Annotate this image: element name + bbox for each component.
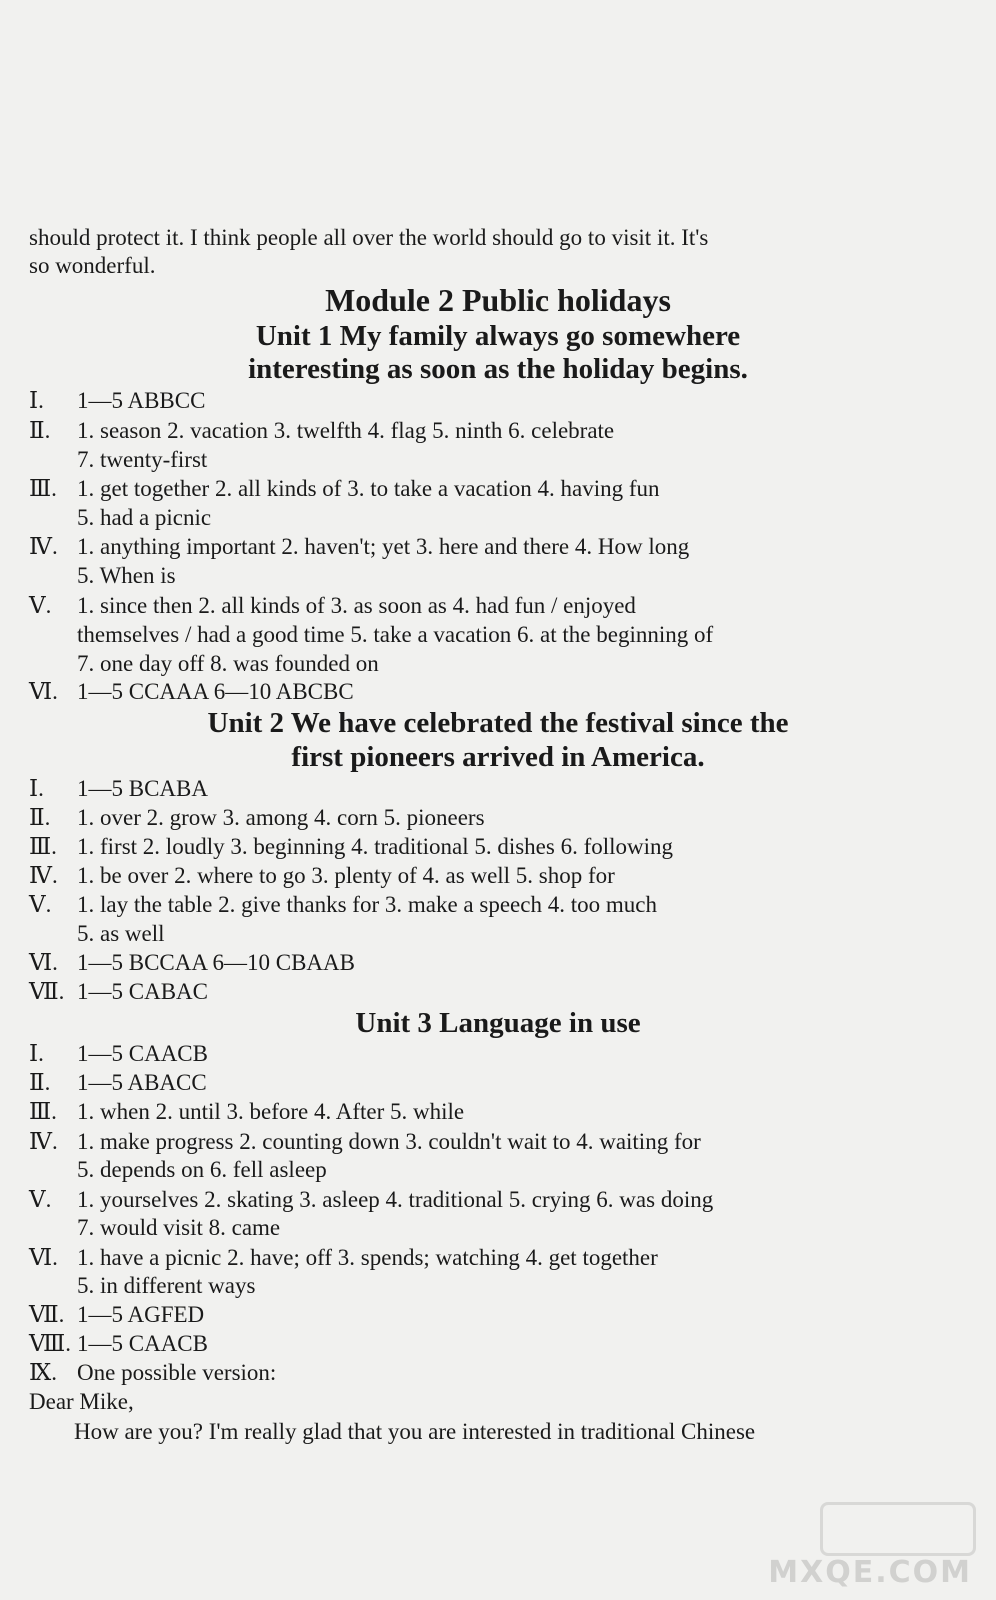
section-answers: 1. get together 2. all kinds of 3. to take a vacation 4. having fun bbox=[77, 476, 660, 501]
intro-line-2: so wonderful. bbox=[29, 253, 156, 278]
section-answers: 1—5 ABACC bbox=[77, 1070, 207, 1095]
section-number: Ⅴ. bbox=[29, 593, 52, 618]
section-answers: 1. over 2. grow 3. among 4. corn 5. pioneers bbox=[77, 805, 485, 830]
section-number: Ⅸ. bbox=[29, 1360, 57, 1385]
section-number: Ⅳ. bbox=[29, 1129, 58, 1154]
unit2-section-2 bbox=[29, 803, 969, 832]
unit2-title-line1: Unit 2 We have celebrated the festival since the bbox=[207, 707, 789, 739]
unit3-section-7 bbox=[29, 1300, 969, 1329]
section-number: Ⅱ. bbox=[29, 418, 51, 443]
unit2-section-5-cont: 5. as well bbox=[77, 921, 165, 946]
unit2-section-4 bbox=[29, 861, 969, 890]
unit2-section-1 bbox=[29, 774, 969, 803]
section-number: Ⅳ. bbox=[29, 863, 58, 888]
section-number: Ⅳ. bbox=[29, 534, 58, 559]
section-answers: 1. have a picnic 2. have; off 3. spends; watching 4. get together bbox=[77, 1245, 658, 1270]
unit3-title: Unit 3 Language in use bbox=[355, 1007, 641, 1039]
section-number: Ⅷ. bbox=[29, 1331, 71, 1356]
watermark-text: MXQE.COM bbox=[768, 1555, 972, 1590]
unit1-section-2 bbox=[29, 416, 969, 445]
section-number: Ⅲ. bbox=[29, 476, 57, 501]
unit1-section-2-cont: 7. twenty-first bbox=[77, 447, 208, 472]
section-answers: 1. when 2. until 3. before 4. After 5. while bbox=[77, 1099, 465, 1124]
section-number: Ⅰ. bbox=[29, 388, 44, 413]
section-answers: 1—5 BCCAA 6—10 CBAAB bbox=[77, 950, 355, 975]
section-answers: 1—5 CAACB bbox=[77, 1331, 208, 1356]
section-answers: 1. anything important 2. haven't; yet 3. here and there 4. How long bbox=[77, 534, 690, 559]
unit2-section-5 bbox=[29, 890, 969, 919]
section-answers: 1. season 2. vacation 3. twelfth 4. flag 5. ninth 6. celebrate bbox=[77, 418, 615, 443]
unit2-section-6 bbox=[29, 948, 969, 977]
section-answers: 1—5 BCABA bbox=[77, 776, 208, 801]
unit3-section-6 bbox=[29, 1243, 969, 1272]
section-number: Ⅱ. bbox=[29, 1070, 51, 1095]
unit3-section-1 bbox=[29, 1039, 969, 1068]
section-answers: One possible version: bbox=[77, 1360, 277, 1385]
section-answers: 1—5 CABAC bbox=[77, 979, 208, 1004]
module-title: Module 2 Public holidays bbox=[325, 282, 671, 318]
section-number: Ⅶ. bbox=[29, 1302, 65, 1327]
unit2-section-7 bbox=[29, 977, 969, 1006]
section-number: Ⅱ. bbox=[29, 805, 51, 830]
section-number: Ⅰ. bbox=[29, 776, 44, 801]
unit1-section-4 bbox=[29, 532, 969, 561]
unit3-section-5 bbox=[29, 1185, 969, 1214]
unit3-section-4 bbox=[29, 1127, 969, 1156]
section-number: Ⅲ. bbox=[29, 1099, 57, 1124]
section-number: Ⅰ. bbox=[29, 1041, 44, 1066]
intro-line-1: should protect it. I think people all over the world should go to visit it. It's bbox=[29, 225, 709, 250]
unit1-section-4-cont: 5. When is bbox=[77, 563, 176, 588]
unit1-section-5 bbox=[29, 591, 969, 620]
section-answers: 1. first 2. loudly 3. beginning 4. traditional 5. dishes 6. following bbox=[77, 834, 674, 859]
unit3-section-2 bbox=[29, 1068, 969, 1097]
unit1-title-line1: Unit 1 My family always go somewhere bbox=[255, 320, 741, 352]
section-answers: 1. be over 2. where to go 3. plenty of 4. as well 5. shop for bbox=[77, 863, 615, 888]
unit3-section-5-cont: 7. would visit 8. came bbox=[77, 1215, 281, 1240]
unit1-section-3-cont: 5. had a picnic bbox=[77, 505, 212, 530]
unit1-section-5-cont2: 7. one day off 8. was founded on bbox=[77, 651, 379, 676]
unit3-section-4-cont: 5. depends on 6. fell asleep bbox=[77, 1157, 327, 1182]
section-answers: 1. make progress 2. counting down 3. couldn't wait to 4. waiting for bbox=[77, 1129, 701, 1154]
section-number: Ⅶ. bbox=[29, 979, 65, 1004]
unit1-section-6 bbox=[29, 677, 969, 706]
unit2-title-line2: first pioneers arrived in America. bbox=[291, 741, 705, 773]
section-number: Ⅲ. bbox=[29, 834, 57, 859]
unit1-section-5-cont: themselves / had a good time 5. take a vacation 6. at the beginning of bbox=[77, 622, 714, 647]
section-answers: 1. lay the table 2. give thanks for 3. make a speech 4. too much bbox=[77, 892, 657, 917]
section-answers: 1—5 AGFED bbox=[77, 1302, 205, 1327]
section-number: Ⅴ. bbox=[29, 1187, 52, 1212]
section-answers: 1—5 CCAAA 6—10 ABCBC bbox=[77, 679, 354, 704]
unit3-section-6-cont: 5. in different ways bbox=[77, 1273, 256, 1298]
unit2-section-3 bbox=[29, 832, 969, 861]
section-answers: 1. yourselves 2. skating 3. asleep 4. traditional 5. crying 6. was doing bbox=[77, 1187, 714, 1212]
unit3-section-9 bbox=[29, 1358, 969, 1387]
letter-first-line: How are you? I'm really glad that you are interested in traditional Chinese bbox=[74, 1419, 756, 1444]
section-answers: 1—5 ABBCC bbox=[77, 388, 206, 413]
unit1-section-3 bbox=[29, 474, 969, 503]
section-number: Ⅵ. bbox=[29, 1245, 58, 1270]
watermark-logo-box bbox=[820, 1502, 976, 1556]
unit3-section-8 bbox=[29, 1329, 969, 1358]
section-number: Ⅵ. bbox=[29, 679, 58, 704]
letter-salutation: Dear Mike, bbox=[29, 1389, 134, 1414]
section-number: Ⅵ. bbox=[29, 950, 58, 975]
unit1-title-line2: interesting as soon as the holiday begins. bbox=[248, 353, 748, 385]
section-answers: 1—5 CAACB bbox=[77, 1041, 208, 1066]
unit1-section-1 bbox=[29, 386, 969, 415]
unit3-section-3 bbox=[29, 1097, 969, 1126]
section-answers: 1. since then 2. all kinds of 3. as soon as 4. had fun / enjoyed bbox=[77, 593, 636, 618]
section-number: Ⅴ. bbox=[29, 892, 52, 917]
